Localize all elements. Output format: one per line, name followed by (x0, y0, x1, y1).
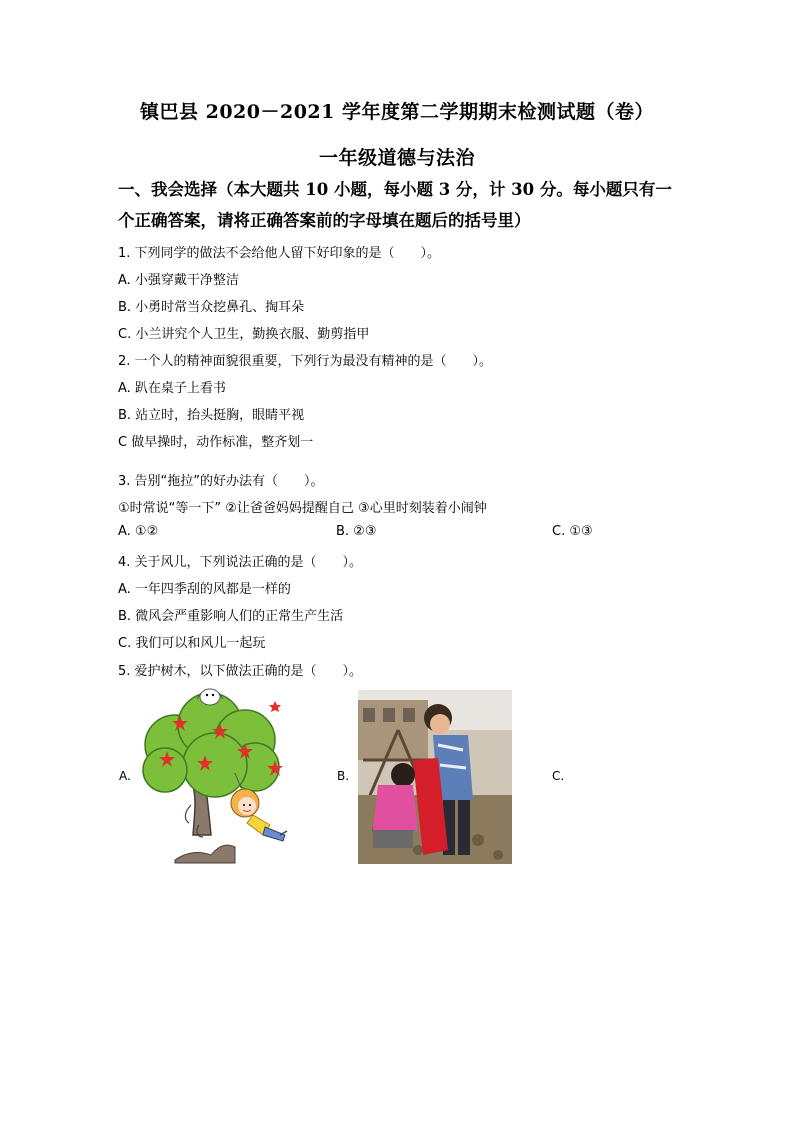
exam-subtitle: 一年级道德与法治 (318, 147, 475, 169)
question-4-stem: 4. 关于风儿，下列说法正确的是（ ）。 (118, 555, 363, 570)
question-4-option-a: A. 一年四季刮的风都是一样的 (118, 582, 291, 597)
question-2-option-b: B. 站立时，抬头挺胸，眼睛平视 (118, 408, 305, 423)
question-1-option-a: A. 小强穿戴干净整洁 (118, 273, 239, 288)
question-2-option-a: A. 趴在桌子上看书 (118, 381, 226, 396)
question-4-option-b: B. 微风会严重影响人们的正常生产生活 (118, 609, 344, 624)
exam-title: 镇巴县 2020－2021 学年度第二学期期末检测试题（卷） (140, 101, 654, 123)
question-3-statements: ①时常说“等一下” ②让爸爸妈妈提醒自己 ③心里时刻装着小闹钟 (118, 501, 487, 516)
question-1-option-b: B. 小勇时常当众挖鼻孔、掏耳朵 (118, 300, 305, 315)
question-3-option-a: A. ①② (118, 524, 159, 539)
question-3-stem: 3. 告别“拖拉”的好办法有（ ）。 (118, 474, 324, 489)
tree-swing-illustration (135, 685, 295, 865)
question-5-option-c: C. (552, 769, 565, 783)
question-2-stem: 2. 一个人的精神面貌很重要，下列行为最没有精神的是（ ）。 (118, 354, 493, 369)
question-5-stem: 5. 爱护树木，以下做法正确的是（ ）。 (118, 664, 363, 679)
children-photo (358, 690, 512, 864)
question-1-option-c: C. 小兰讲究个人卫生，勤换衣服、勤剪指甲 (118, 327, 370, 342)
question-3-option-c: C. ①③ (552, 524, 593, 539)
question-2-option-c: C 做早操时，动作标准，整齐划一 (118, 435, 314, 450)
question-5-option-a: A. (119, 769, 131, 783)
question-5-option-b: B. (337, 769, 350, 783)
question-3-option-b: B. ②③ (336, 524, 377, 539)
question-4-option-c: C. 我们可以和风儿一起玩 (118, 636, 266, 651)
question-1-stem: 1. 下列同学的做法不会给他人留下好印象的是（ ）。 (118, 246, 441, 261)
section-heading: 一、我会选择（本大题共 10 小题，每小题 3 分，计 30 分。每小题只有一个正确答案，请将正确答案前的字母填在题后的括号里） (118, 180, 672, 230)
